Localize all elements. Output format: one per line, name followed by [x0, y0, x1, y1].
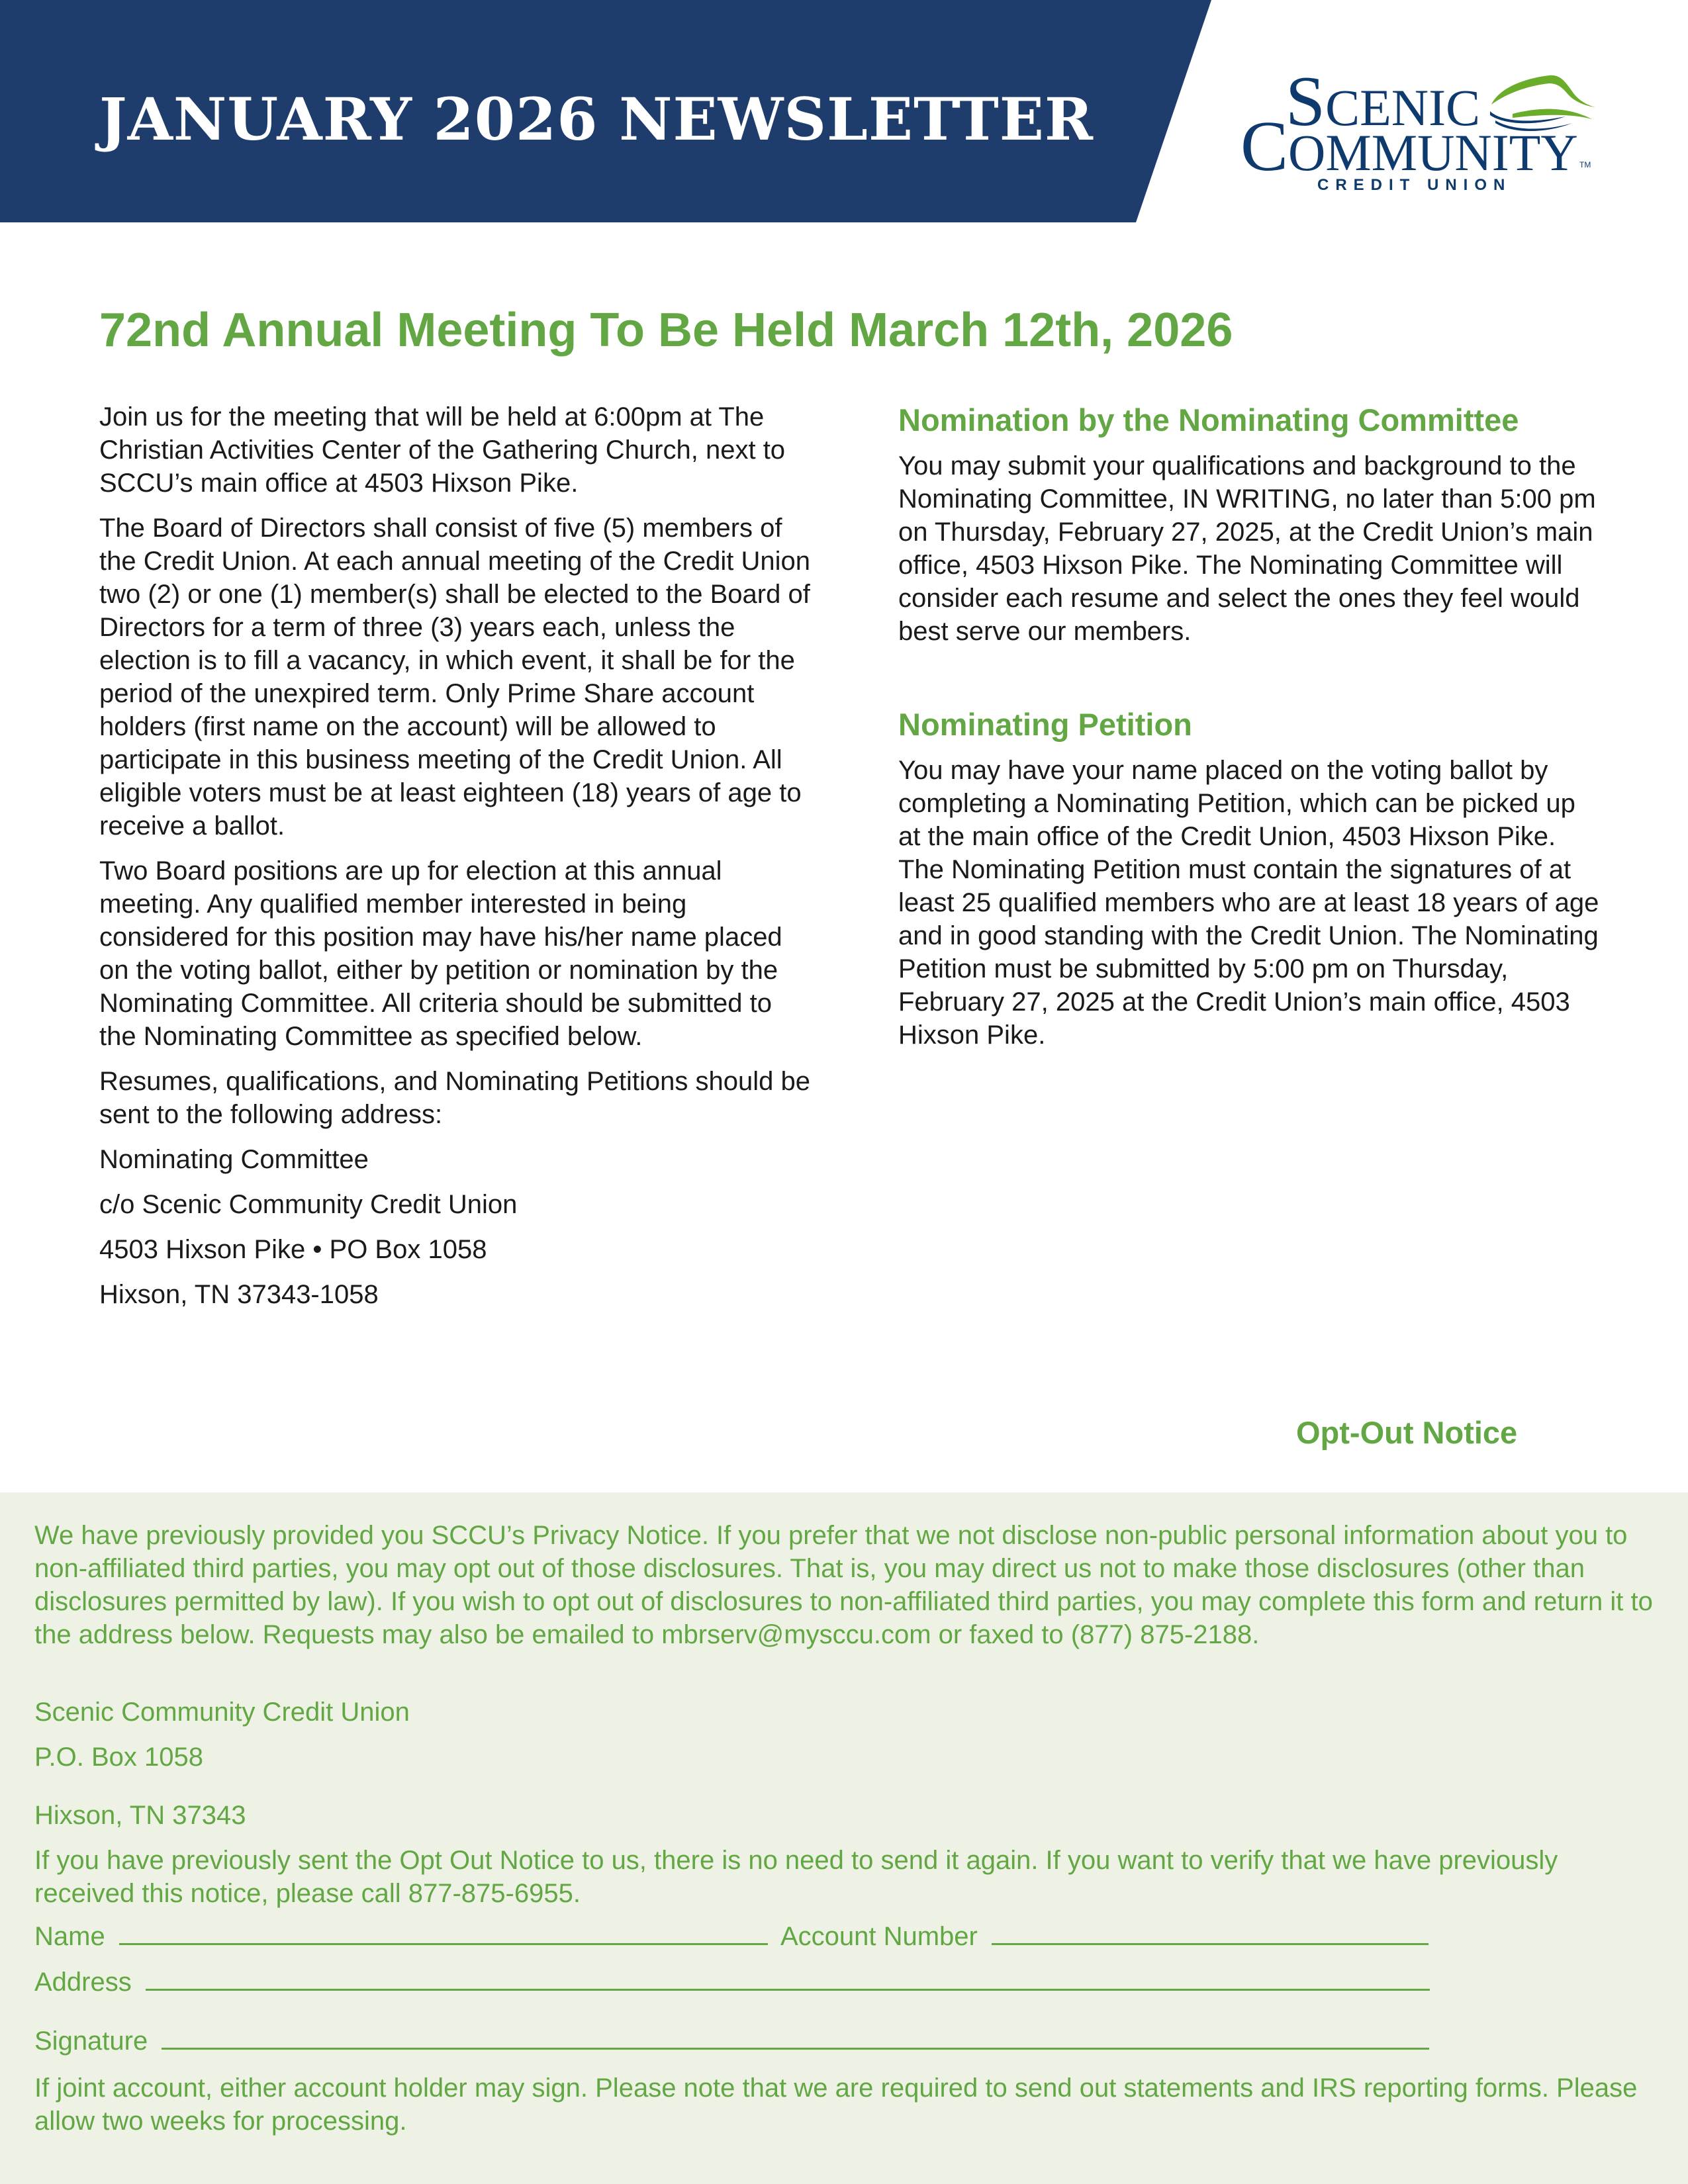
address-row: [34, 1968, 1430, 1997]
intro-paragraph: Join us for the meeting that will be held at 6:00pm at The Christian Activities Center of the Gathering Church, next to SCCU’s main office at 4503 Hixson Pike.: [99, 402, 786, 498]
nominating-petition-body: You may have your name placed on the voting ballot by completing a Nominating Petition, which can be picked up at the main office of the Credit Union, 4503 Hixson Pike. The Nominating Petition must contain the signatures of at least 25 qualified members who are at least 18 years of age and in good standing with the Credit Union. The Nominating Petition must be submitted by 5:00 pm on Thursday, February 27, 2025 at the Credit Union’s main office, 4503 Hixson Pike.: [898, 756, 1599, 1050]
logo-trademark: TM: [1579, 160, 1591, 169]
nominating-petition-heading: Nominating Petition: [898, 707, 1192, 742]
board-paragraph: The Board of Directors shall consist of five (5) members of the Credit Union. At each annual meeting of the Credit Union two (2) or one (1) member(s) shall be elected to the Board of Directors for a term of three (3) years each, unless the election is to fill a vacancy, in which event, it shall be for the period of the unexpired term. Only Prime Share account holders (first name on the account) will be allowed to participate in this business meeting of the Credit Union. All eligible voters must be at least eighteen (18) years of age to receive a ballot.: [99, 514, 810, 841]
newsletter-title: JANUARY 2026 NEWSLETTER: [99, 85, 1094, 154]
logo-credit-union: CREDIT UNION: [1317, 176, 1512, 194]
opt-out-address-line-2: P.O. Box 1058: [34, 1743, 203, 1772]
opt-out-title: Opt-Out Notice: [1296, 1415, 1518, 1450]
account-number-label: Account Number: [780, 1922, 978, 1951]
name-account-row: [34, 1922, 1429, 1952]
signature-label: Signature: [34, 2026, 148, 2056]
opt-out-verify-note: [34, 1844, 1663, 1910]
nominating-committee-body: You may submit your qualifications and background to the Nominating Committee, IN WRITING, no later than 5:00 pm on Thursday, February 27, 2025, at the Credit Union’s main office, 4503 Hixson Pike. The Nominating Committee will consider each resume and select the ones they feel would best serve our members.: [898, 451, 1596, 646]
opt-out-address-line-1: Scenic Community Credit Union: [34, 1698, 410, 1727]
address-label: Address: [34, 1968, 132, 1997]
logo-word-community: COMMUNITY: [1241, 107, 1578, 186]
address-line: Nominating Committee: [99, 1145, 369, 1174]
address-line: 4503 Hixson Pike • PO Box 1058: [99, 1235, 487, 1264]
logo-word-scenic: SCENIC: [1286, 62, 1481, 141]
positions-paragraph: Two Board positions are up for election at this annual meeting. Any qualified member interested in being considered for this position may have his/her name placed on the voting ballot, either by petition or nomination by the Nominating Committee. All criteria should be submitted to the Nominating Committee as specified below.: [99, 856, 782, 1051]
signature-row: [34, 2026, 1429, 2056]
opt-out-intro: [34, 1519, 1663, 1651]
left-column: [99, 400, 814, 1323]
swoosh-green-peak: [1491, 75, 1595, 107]
opt-out-intro-text: We have previously provided you SCCU’s Privacy Notice. If you prefer that we not disclose non-public personal information about you to non-affiliated third parties, you may opt out of those disclosures. That is, you may direct us not to make those disclosures (other than disclosures permitted by law). If you wish to opt out of disclosures to non-affiliated third parties, you may complete this form and return it to the address below. Requests may also be emailed to mbrserv@mysccu.com or faxed to (877) 875-2188.: [34, 1521, 1653, 1649]
opt-out-footer-text: If joint account, either account holder may sign. Please note that we are required to send out statements and IRS reporting forms. Please allow two weeks for processing.: [34, 2073, 1638, 2136]
swoosh-green-wave: [1513, 109, 1592, 119]
mountain-swoosh-icon: [1486, 73, 1595, 132]
send-to-paragraph: Resumes, qualifications, and Nominating Petitions should be sent to the following address:: [99, 1067, 810, 1129]
nominating-committee-heading: Nomination by the Nominating Committee: [898, 402, 1519, 437]
meeting-headline: 72nd Annual Meeting To Be Held March 12th, 2026: [99, 304, 1233, 357]
address-line: Hixson, TN 37343-1058: [99, 1280, 379, 1309]
address-input-line[interactable]: [146, 1969, 1430, 1991]
signature-input-line[interactable]: [162, 2028, 1429, 2050]
scenic-community-logo: [1238, 60, 1595, 205]
opt-out-address-line-3: Hixson, TN 37343: [34, 1801, 246, 1830]
name-label: Name: [34, 1922, 105, 1951]
account-number-input-line[interactable]: [992, 1923, 1429, 1945]
opt-out-footer-note: [34, 2071, 1663, 2138]
name-input-line[interactable]: [119, 1923, 768, 1945]
opt-out-verify-text: If you have previously sent the Opt Out Notice to us, there is no need to send it again. If you want to verify that we have previously received this notice, please call 877-875-6955.: [34, 1846, 1558, 1908]
address-line: c/o Scenic Community Credit Union: [99, 1190, 518, 1219]
right-column: [898, 400, 1600, 1064]
